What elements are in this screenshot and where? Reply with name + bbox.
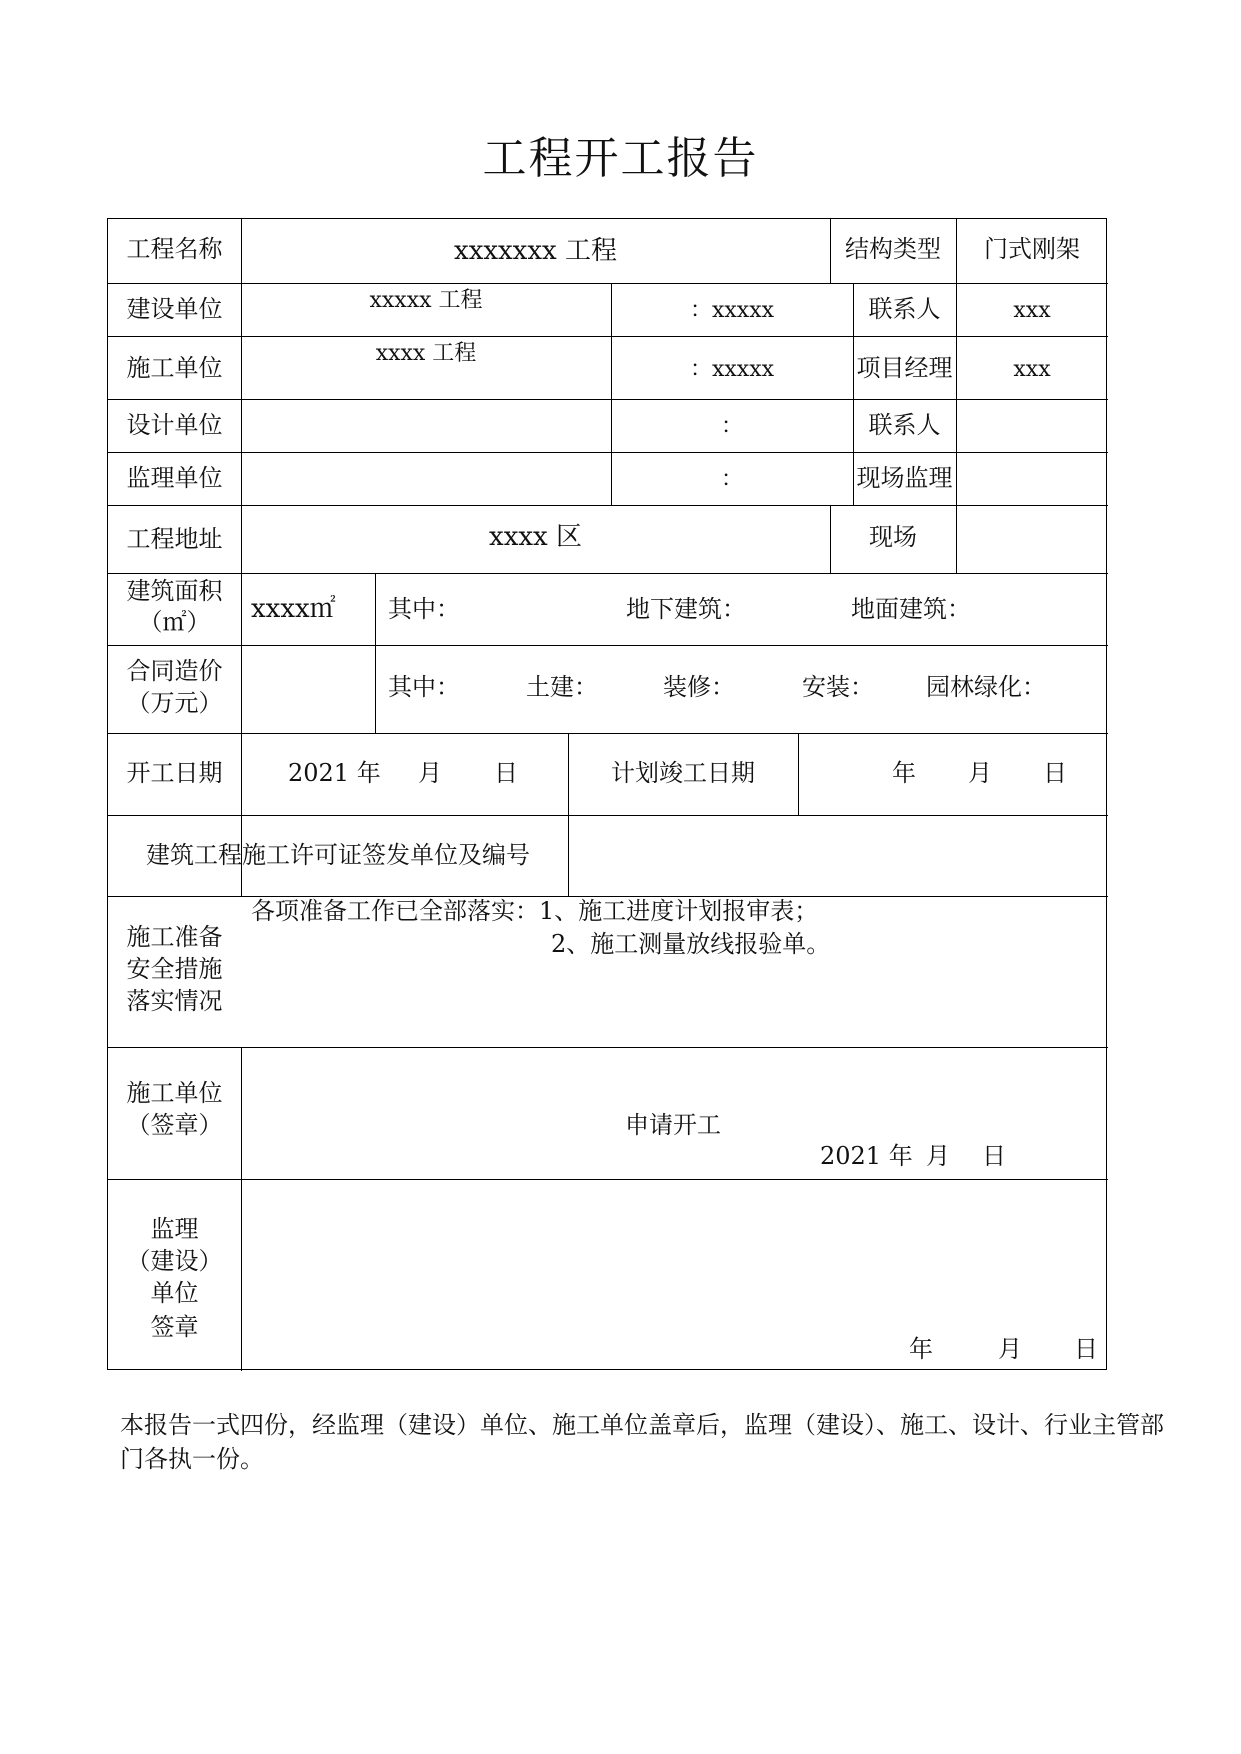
planned-year: 年 — [892, 759, 916, 787]
row-divider — [108, 733, 1108, 734]
start-day: 日 — [494, 759, 518, 787]
designer-contact-label: 联系人 — [868, 411, 941, 439]
col-divider — [241, 219, 242, 896]
contract-install: 安装： — [802, 673, 874, 701]
builder-contact-label: 联系人 — [868, 295, 941, 323]
page-title: 工程开工报告 — [482, 133, 759, 184]
structure-type-label: 结构类型 — [845, 235, 941, 263]
preparation-label-line3: 落实情况 — [126, 987, 223, 1015]
builder-value: xxxxx 工程 — [369, 288, 483, 313]
planned-completion-label: 计划竣工日期 — [611, 759, 755, 787]
area-label-line2: （㎡） — [138, 608, 211, 636]
designer-label: 设计单位 — [126, 411, 223, 439]
builder-contact-value: xxx — [1013, 298, 1051, 323]
contractor-sign-label-line2: （签章） — [126, 1111, 223, 1139]
project-name-value: xxxxxxx 工程 — [454, 236, 617, 266]
supervisor-sign-label-line1: 监理 — [150, 1215, 199, 1243]
structure-type-value: 门式刚架 — [984, 235, 1080, 263]
supervisor-sign-year: 年 — [909, 1335, 933, 1363]
contract-label-line2: （万元） — [126, 689, 223, 717]
area-value: xxxx㎡ — [251, 594, 336, 624]
report-form — [107, 218, 1107, 1370]
contractor-phone: ：xxxxx — [689, 357, 775, 382]
permit-label: 建筑工程施工许可证签发单位及编号 — [146, 841, 530, 869]
area-of-which: 其中： — [388, 595, 460, 623]
supervisor-phone: ： — [720, 467, 743, 492]
contract-civil: 土建： — [526, 673, 598, 701]
address-label: 工程地址 — [126, 525, 223, 553]
manager-value: xxx — [1013, 357, 1051, 382]
planned-month: 月 — [968, 759, 992, 787]
row-divider — [108, 645, 1108, 646]
designer-phone: ： — [720, 414, 743, 439]
col-divider — [798, 733, 799, 815]
start-date-label: 开工日期 — [126, 759, 223, 787]
preparation-label-line2: 安全措施 — [126, 955, 223, 983]
contractor-sign-month: 月 — [926, 1142, 950, 1170]
request-start: 申请开工 — [625, 1111, 721, 1139]
row-divider — [108, 573, 1108, 574]
builder-phone: ：xxxxx — [689, 298, 775, 323]
row-divider — [108, 399, 1108, 400]
row-divider — [108, 815, 1108, 816]
manager-label: 项目经理 — [856, 354, 953, 382]
supervisor-sign-label-line3: 单位 — [150, 1279, 199, 1307]
project-name-label: 工程名称 — [126, 235, 223, 263]
site-supervisor-label: 现场监理 — [856, 464, 953, 492]
row-divider — [108, 452, 1108, 453]
row-divider — [108, 1047, 1108, 1048]
contractor-sign-year: 2021 年 — [820, 1142, 913, 1170]
col-divider — [241, 1047, 242, 1371]
area-label-line1: 建筑面积 — [126, 577, 223, 605]
contractor-label: 施工单位 — [126, 354, 223, 382]
contract-label-line1: 合同造价 — [126, 657, 223, 685]
planned-day: 日 — [1043, 759, 1067, 787]
col-divider — [956, 219, 957, 573]
contractor-sign-label-line1: 施工单位 — [126, 1079, 223, 1107]
area-ground: 地面建筑： — [851, 595, 971, 623]
contractor-value: xxxx 工程 — [375, 341, 477, 366]
address-value: xxxx 区 — [489, 522, 582, 552]
start-year: 2021 年 — [288, 759, 381, 787]
area-underground: 地下建筑： — [626, 595, 746, 623]
start-month: 月 — [418, 759, 442, 787]
supervisor-sign-label-line2: （建设） — [126, 1247, 223, 1275]
supervisor-sign-month: 月 — [998, 1335, 1022, 1363]
col-divider — [375, 573, 376, 733]
supervisor-sign-label-line4: 签章 — [150, 1313, 199, 1341]
preparation-line1: 各项准备工作已全部落实：1、施工进度计划报审表； — [251, 897, 819, 925]
supervisor-sign-day: 日 — [1074, 1335, 1098, 1363]
contractor-sign-day: 日 — [982, 1142, 1006, 1170]
builder-label: 建设单位 — [126, 295, 223, 323]
row-divider — [108, 505, 1108, 506]
contract-landscape: 园林绿化： — [926, 673, 1046, 701]
preparation-line2: 2、施工测量放线报验单。 — [551, 930, 831, 958]
preparation-label-line1: 施工准备 — [126, 923, 223, 951]
site-label: 现场 — [869, 523, 917, 551]
row-divider — [108, 1179, 1108, 1180]
contract-decoration: 装修： — [663, 673, 735, 701]
supervisor-label: 监理单位 — [126, 464, 223, 492]
contract-of-which: 其中： — [388, 673, 460, 701]
footer-note: 本报告一式四份，经监理（建设）单位、施工单位盖章后，监理（建设）、施工、设计、行业主管部门各执一份。 — [120, 1411, 1164, 1473]
